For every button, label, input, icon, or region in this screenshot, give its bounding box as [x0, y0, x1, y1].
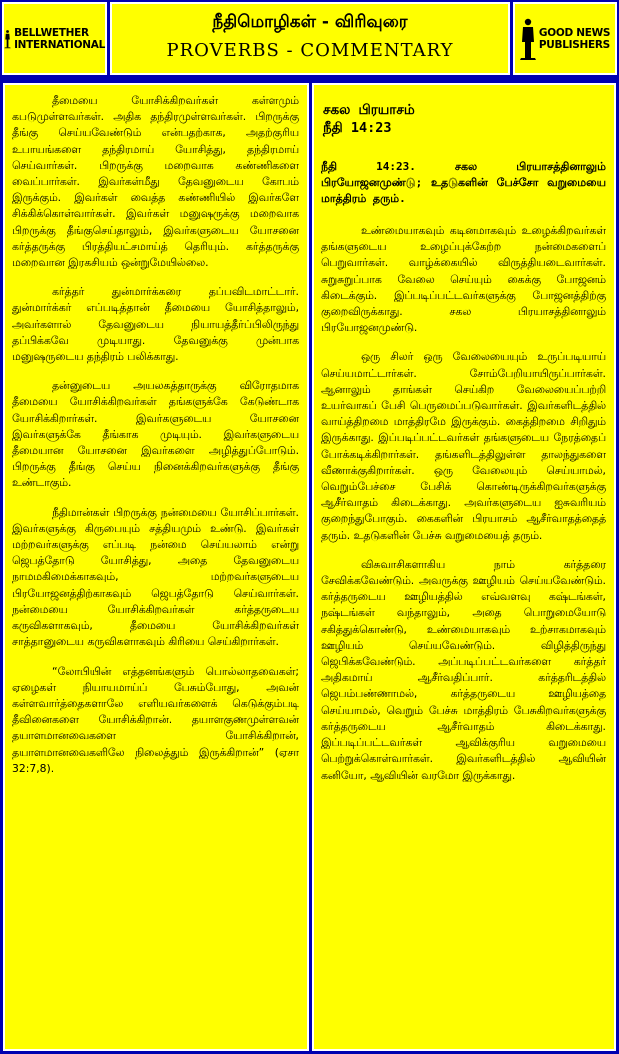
bellwether-figure-icon [4, 18, 11, 60]
page-title-english: PROVERBS - COMMENTARY [166, 40, 454, 61]
section-title-line1: சகல பிரயாசம் [323, 102, 415, 118]
right-paragraph: உண்மையாகவும் கடினமாகவும் உழைக்கிறவர்கள் தங்களுடைய உழைப்புக்கேற்ற நன்மைகளைப் பெறுவார்கள். வாழ்க்கையில் விருத்தியடைவார்கள். சுறுசுறுப்பாக வேலை செய்யும் கைக்கு போஜனம் கிடைக்கும். இப்படிப்பட்டவர்களுக்கு போஜனத்திற்கு குறைவிருக்காது. சகல பிரயாசத்தினாலும் பிரயோஜனமுண்டு. [321, 224, 606, 335]
right-column [312, 83, 616, 1051]
left-paragraph: நீதிமான்கள் பிறருக்கு நன்மையை யோசிப்பார்கள். இவர்களுக்கு கிருபையும் சத்தியமும் உண்டு. இவர்கள் மற்றவர்களுக்கு எப்படி நன்மை செய்யலாம் என்று ஜெபத்தோடு யோசித்து, அதை தேவனுடைய நாமமகிமைக்காகவும், மற்றவர்களுடைய பிரயோஜனத்திற்காகவும் ஜெபத்தோடு செய்வார்கள். நன்மையை யோசிக்கிறவர்கள் கர்த்தருடைய கருவிகளாகவும், தீமையை யோசிக்கிறவர்கள் சாத்தானுடைய கருவிகளாகவும் கிரியை செய்கிறார்கள். [12, 505, 299, 649]
left-paragraph: தன்னுடைய அயலகத்தாருக்கு விரோதமாக தீமையை யோசிக்கிறவர்கள் தங்களுக்கே கேடுண்டாக யோசிக்கிறார்கள். இவர்களுடைய யோசனை இவர்களுக்கே தீங்காக முடியும். இவர்களுடைய தீமையான யோசனை இவர்களை அழித்துப்போடும். பிறருக்கு தீங்கு செய்ய நினைக்கிறவர்களுக்கு தீங்கு உண்டாகும். [12, 379, 299, 490]
right-paragraph: விசுவாசிகளாகிய நாம் கர்த்தரை சேவிக்கவேண்டும். அவருக்கு ஊழியம் செய்யவேண்டும். கர்த்தருடைய ஊழியத்தில் எவ்வளவு கஷ்டங்கள், நஷ்டங்கள் வந்தாலும், அதை பொறுமையோடு சகித்துக்கொண்டு, உண்மையாகவும் உற்சாகமாகவும் ஊழியம் செய்யவேண்டும். விழித்திருந்து ஜெபிக்கவேண்டும். அப்படிப்பட்டவர்களை கர்த்தர் அதிகமாய் ஆசீர்வதிப்பார். கர்த்தரிடத்தில் ஜெபம்பண்ணாமல், கர்த்தருடைய ஊழியத்தை செய்யாமல், வெறும் பேச்சு மாத்திரம் பேசுகிறவர்களுக்கு கர்த்தருடைய ஆசீர்வாதம் கிடைக்காது. இப்படிப்பட்டவர்கள் ஆவிக்குரிய வறுமையை பெற்றுக்கொள்வார்கள். இவர்களிடத்தில் ஆவியின் கனியோ, ஆவியின் வரமோ இருக்காது. [321, 557, 606, 782]
logo-right-line1: GOOD NEWS [538, 26, 611, 39]
logo-left-line2: INTERNATIONAL [14, 38, 105, 51]
good-news-logo [513, 2, 617, 75]
left-paragraph: “லோபியின் எத்தனங்களும் பொல்லாதவைகள்; ஏழைகள் நியாயமாய்ப் பேசும்போது, அவன் கள்ளவார்த்தைகளாலே எளியவர்களைக் கெடுக்கும்படி தீவினைகளை யோசிக்கிறான். தயாளகுணமுள்ளவன் தயாளமானவைகளை யோசிக்கிறான், தயாளமானவைகளிலே நிலைத்தும் இருக்கிறான்” (ஏசா 32:7,8). [12, 664, 299, 775]
logo-left-line1: BELLWETHER [14, 26, 89, 39]
verse-text: நீதி 14:23. சகல பிரயாசத்தினாலும் பிரயோஜனமுண்டு; உதடுகளின் பேச்சோ வறுமையை மாத்திரம் தரும். [321, 160, 606, 205]
bellwether-logo [2, 2, 107, 75]
section-title [323, 101, 606, 137]
page-title-tamil: நீதிமொழிகள் - விரிவுரை [212, 12, 408, 32]
logo-right-line2: PUBLISHERS [538, 38, 610, 51]
left-column [3, 83, 309, 1051]
good-news-figure-icon [520, 18, 536, 60]
left-paragraph: தீமையை யோசிக்கிறவர்கள் கள்ளமும் கபடுமுள்ளவர்கள். அதிக தந்திரமுள்ளவர்கள். பிறருக்கு தீங்கு செய்யவேண்டும் என்பதற்காக, அதற்குரிய உபாயங்களை தந்திரமாய் யோசித்து, தந்திரமாய் செய்வார்கள். பிறருக்கு மறைவாக கண்ணிகளை வைப்பார்கள். இவர்கள்மீது தேவனுடைய கோபம் இருக்கும். இவர்கள் வைத்த கண்ணியில் இவர்களே சிக்கிக்கொள்வார்கள். இவர்கள் மனுஷருக்கு மறைவாக பிறருக்கு தீங்குசெய்தாலும், இவர்களுடைய யோசனை கர்த்தருக்கு பிரத்தியட்சமாய்த் தெரியும். கர்த்தருக்கு மறைவான இரகசியம் ஒன்றுமேயில்லை. [12, 94, 299, 270]
right-paragraph: ஒரு சிலர் ஒரு வேலையையும் உருப்படியாய் செய்யமாட்டார்கள். சோம்பேறியாயிருப்பார்கள். ஆனாலும் தாங்கள் செய்கிற வேலையைப்பற்றி உயர்வாகப் பேசி பெருமைப்படுவார்கள். இவர்களிடத்தில் வாய்த்திறமை மாத்திரமே இருக்கும். கைத்திறமை சிறிதும் இருக்காது. இப்படிப்பட்டவர்கள் தங்களுடைய நேரத்தைப் போக்கடிக்கிறார்கள். தங்களிடத்திலுள்ள தாலந்துகளை வீணாக்குகிறார்கள். ஒரு வேலையும் செய்யாமல், வெறும்பேச்சை பேசிக் கொண்டிருக்கிறவர்களுக்கு ஆசீர்வாதம் கிடைக்காது. அவர்களுடைய ஐசுவரியம் குறைந்துபோகும். கைகளின் பிரயாசம் ஆசீர்வாதத்தைத் தரும். உதடுகளின் பேச்சு வறுமையைத் தரும். [321, 350, 606, 542]
section-title-line2: நீதி 14:23 [323, 120, 392, 136]
page-header [110, 2, 510, 75]
left-paragraph: கர்த்தர் துன்மார்க்கரை தப்பவிடமாட்டார். துன்மார்க்கர் எப்படித்தான் தீமையை யோசித்தாலும், அவர்களால் தேவனுடைய நியாயத்தீர்ப்பிலிருந்து தப்பிக்கவே முடியாது. தேவனுக்கு முன்பாக மனுஷருடைய தந்திரம் பலிக்காது. [12, 285, 299, 364]
